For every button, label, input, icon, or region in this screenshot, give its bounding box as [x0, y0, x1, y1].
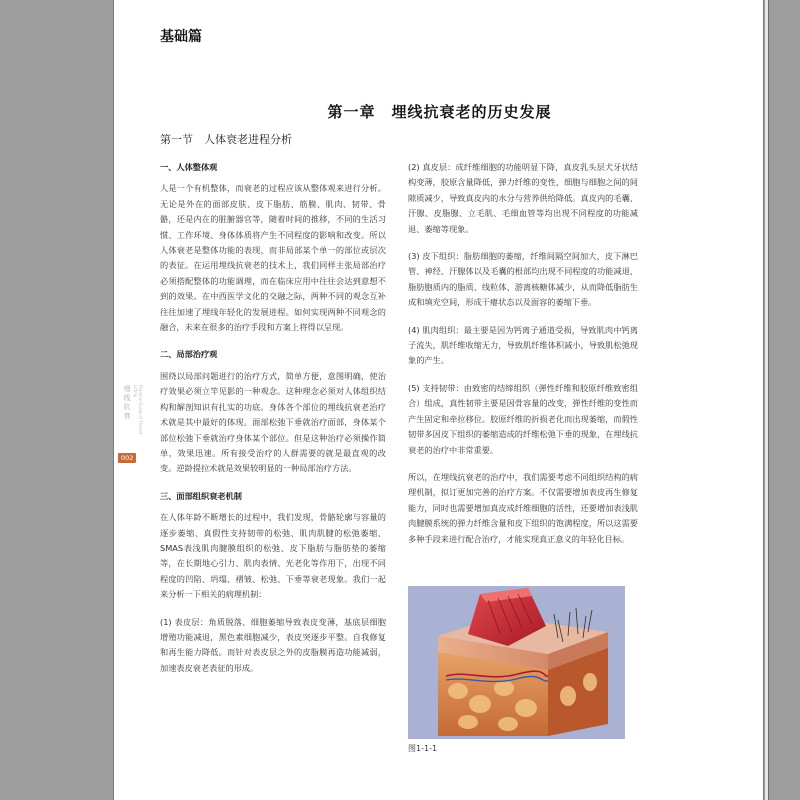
- section-title: 第一节 人体衰老进程分析: [160, 133, 292, 146]
- figure-caption: 图1-1-1: [408, 744, 438, 753]
- side-tab-label: 埋线抗衰: [123, 385, 131, 421]
- paragraph-mechanism: 在人体年龄不断增长的过程中，我们发现，骨骼轮廓与容量的逐步萎缩、真假性支持韧带的松弛、肌肉肌腱的松弛萎缩、SMAS表浅肌肉腱膜组织的松弛、皮下脂肪与脂肪垫的萎缩等，在长期地心引力、肌肉表情、光老化等作用下，出现不同程度的凹陷、坍塌、褶皱、松弛、下垂等衰老现象。我们一起来分析一下相关的病理机制：: [160, 512, 386, 600]
- paragraph-ligament: (5) 支持韧带：由致密的结缔组织（弹性纤维和胶原纤维致密组合）组成，真性韧带主要是因骨容量的改变，弹性纤维的变性而产生固定和牵拉移位。胶原纤维的折损老化而出现萎缩，而假性韧带多因皮下组织的萎缩造成的纤维松弛下垂的现象，在埋线抗衰老的治疗中非常重要。: [408, 382, 638, 455]
- skin-cross-section-image: [408, 586, 625, 739]
- paragraph-epidermis: (1) 表皮层：角质脱落、细胞萎缩导致表皮变薄，基底层细胞增殖功能减退，黑色素细胞减少，表皮突逐步平整。自我修复和再生能力降低。而针对表皮层之外的皮脂膜再造功能减弱，加速表皮衰老表征的形成。: [160, 616, 386, 673]
- paragraph-conclusion: 所以，在埋线抗衰老的治疗中，我们需要考虑不同组织结构的病理机制，拟订更加完善的治疗方案。不仅需要增加表皮再生修复能力，同时也需要增加真皮成纤维细胞的活性，还要增加表浅肌肉腱膜系统的弹力纤维含量和皮下组织的饱满程度，所以这需要多种手段来进行配合治疗，才能实现真正意义的年轻化目标。: [408, 471, 638, 544]
- paragraph-dermis: (2) 真皮层：成纤维细胞的功能明显下降，真皮乳头层犬牙状结构变薄，胶原含量降低，弹力纤维的变性，细胞与细胞之间的间隙质减少，导致真皮内的水分与营养供给降低。真皮内的毛囊、汗腺、皮脂腺、立毛肌、毛细血管等均出现不同程度的功能减退、萎缩等现象。: [408, 162, 638, 234]
- page-number: 002: [118, 453, 136, 463]
- paragraph-subcutaneous: (3) 皮下组织：脂肪细胞的萎缩，纤维间隔空间加大，皮下淋巴管、神经、汗腺体以及毛囊的根部均出现不同程度的功能减退，脂肪胞质内的脂质、线粒体、游离核糖体减少，从而降低脂肪生成和填充空间，形成干瘪状态以及面容的萎缩下垂。: [408, 251, 638, 308]
- skin-layers-illustration: [408, 586, 625, 739]
- book-page: [113, 0, 764, 800]
- side-tab-sublabel: Practice Guide of Thread Lifting: [133, 385, 143, 435]
- part-title: 基础篇: [160, 29, 202, 45]
- chapter-title: 第一章 埋线抗衰老的历史发展: [327, 103, 552, 121]
- page-edge: [765, 0, 769, 800]
- right-column: [408, 160, 638, 559]
- paragraph-muscle: (4) 肌肉组织：最主要是因为钙离子通道受损，导致肌肉中钙离子流失，肌纤维收缩无力，导致肌纤维体积减小，导致肌松弛现象的产生。: [408, 324, 638, 366]
- side-tab: [114, 385, 144, 475]
- heading-mechanism: 三、面部组织衰老机制: [160, 490, 242, 501]
- paragraph-local: 围绕以局部问题进行的治疗方式，简单方便，意图明确，使治疗效果必须立竿见影的一种观念。这种理念必须对人体组织结构和解剖知识有扎实的功底。身体各个部位的埋线抗衰老治疗术就是其中最好的体现。面部松弛下垂就治疗面部，身体某个部位松弛下垂就治疗身体某个部位。但是这种治疗必须操作简单，效果迅速。所有接受治疗的人群需要的就是最直观的改变。逆龄提拉术就是效果较明显的一种局部治疗方法。: [160, 370, 386, 474]
- paragraph-holistic: 人是一个有机整体，而衰老的过程应该从整体观来进行分析。无论是外在的面部皮肤、皮下脂肪、筋膜、肌肉、韧带、骨骼，还是内在的脏腑器官等，随着时间的推移，不同的生活习惯、工作环境、身体体质将产生不同程度的影响和改变。所以人体衰老是整体功能的表现，而非局部某个单一的部位或层次的表征。在运用埋线抗衰老的技术上，我们同样主张局部治疗必须搭配整体的功能调理，而在临床应用中往往会达到意想不到的效果。在中西医学文化的交融之际，两种不同的观念互补往往加速了埋线年轻化的发展进程。如何实现两种不同观念的融合，未来在很多的治疗手段和方案上将得以呈现。: [160, 183, 386, 333]
- left-column: [160, 160, 386, 688]
- heading-local: 二、局部治疗观: [160, 349, 218, 360]
- heading-holistic: 一、人体整体观: [160, 162, 218, 172]
